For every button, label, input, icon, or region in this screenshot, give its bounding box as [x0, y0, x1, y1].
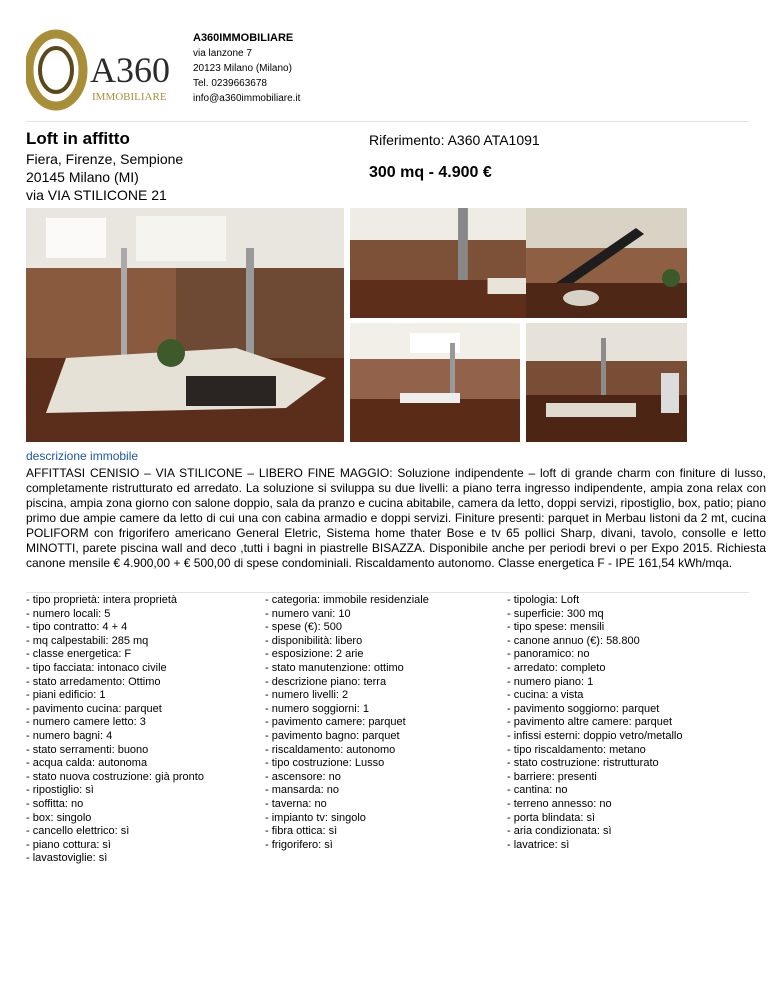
- feature-item: - barriere: presenti: [507, 770, 597, 783]
- feature-item: - taverna: no: [265, 797, 327, 810]
- feature-item: - porta blindata: sì: [507, 811, 596, 824]
- logo-subtitle: IMMOBILIARE: [92, 91, 167, 103]
- feature-item: - fibra ottica: sì: [265, 825, 338, 838]
- feature-item: - panoramico: no: [507, 648, 590, 661]
- feature-item: - acqua calda: autonoma: [26, 757, 148, 770]
- feature-item: - arredato: completo: [507, 661, 606, 674]
- listing-street: via VIA STILICONE 21: [26, 187, 167, 203]
- feature-item: - ripostiglio: sì: [26, 784, 94, 797]
- feature-item: - stato nuova costruzione: già pronto: [26, 770, 204, 783]
- feature-item: - tipologia: Loft: [507, 594, 580, 606]
- feature-item: - pavimento soggiorno: parquet: [507, 702, 660, 715]
- feature-item: - tipo facciata: intonaco civile: [26, 661, 167, 674]
- feature-item: - cancello elettrico: sì: [26, 825, 130, 838]
- feature-item: - numero soggiorni: 1: [265, 702, 369, 715]
- features-column-2: [265, 594, 500, 852]
- description-text: AFFITTASI CENISIO – VIA STILICONE – LIBERO FINE MAGGIO: Soluzione indipendente – loft di grande charm con finiture di lusso, completamente ristrutturato ed arredato. La soluzione si sviluppa su due livelli: a piano terra ingresso indipendente, ampia zona relax con piscina, ampia zona giorno con salone doppio, sala da pranzo e cucina abitabile, camera da letto, doppi servizi, ripostiglio, box, patio; piano primo due ampie camere da letto di cui una con cabina armadio e doppi servizi. Finiture presenti: parquet in Merbau listoni da 2 mt, cucina POLIFORM con frigorifero americano General Eletric, Sistema home thater Bose e tv 65 pollici Sharp, divani, tavolo, consolle e letto MINOTTI, parete piscina wall and deco ,tutti i bagni in piastrelle BISAZZA. Disponibile anche per periodi brevi o per Expo 2015. Richiesta canone mensile € 4.900,00 + € 500,00 di spese condominiali. Riscaldamento autonomo. Classe energetica F - IPE 161,54 kWh/mqa.: [26, 466, 766, 570]
- listing-area: Fiera, Firenze, Sempione: [26, 151, 184, 167]
- photo-main-living-room[interactable]: [26, 208, 344, 442]
- feature-item: - disponibilità: libero: [265, 634, 363, 647]
- header-divider: [26, 121, 749, 122]
- listing-title: Loft in affitto: [26, 129, 130, 148]
- feature-item: - tipo costruzione: Lusso: [265, 757, 385, 770]
- features-column-3: [507, 594, 747, 852]
- feature-item: - tipo proprietà: intera proprietà: [26, 594, 178, 606]
- agency-email[interactable]: info@a360immobiliare.it: [193, 93, 301, 104]
- photo-lounge[interactable]: [526, 323, 687, 442]
- feature-item: - ascensore: no: [265, 770, 341, 783]
- feature-item: - numero vani: 10: [265, 607, 351, 620]
- feature-item: - tipo riscaldamento: metano: [507, 743, 646, 756]
- description-heading: descrizione immobile: [26, 449, 139, 463]
- photo-dining-area[interactable]: [350, 323, 520, 442]
- feature-item: - soffitta: no: [26, 797, 84, 810]
- agency-contact: [193, 31, 300, 106]
- feature-item: - descrizione piano: terra: [265, 675, 387, 688]
- feature-item: - numero camere letto: 3: [26, 716, 146, 729]
- feature-item: - numero livelli: 2: [265, 689, 349, 702]
- feature-item: - piani edificio: 1: [26, 689, 106, 702]
- agency-logo: [26, 28, 186, 112]
- feature-item: - pavimento cucina: parquet: [26, 702, 162, 715]
- feature-item: - mq calpestabili: 285 mq: [26, 634, 149, 647]
- listing-address: [26, 150, 183, 204]
- feature-item: - pavimento altre camere: parquet: [507, 716, 673, 729]
- feature-item: - stato manutenzione: ottimo: [265, 661, 404, 674]
- agency-phone: Tel. 0239663678: [193, 78, 267, 89]
- features-column-1: [26, 594, 256, 866]
- feature-item: - aria condizionata: sì: [507, 825, 612, 838]
- feature-item: - box: singolo: [26, 811, 92, 824]
- feature-item: - esposizione: 2 arie: [265, 648, 364, 661]
- feature-item: - stato arredamento: Ottimo: [26, 675, 161, 688]
- photo-staircase[interactable]: [526, 208, 687, 318]
- feature-item: - numero piano: 1: [507, 675, 594, 688]
- feature-item: - mansarda: no: [265, 784, 339, 797]
- feature-item: - lavastoviglie: sì: [26, 852, 108, 865]
- feature-item: - lavatrice: sì: [507, 838, 570, 851]
- feature-item: - canone annuo (€): 58.800: [507, 634, 640, 647]
- feature-item: - infissi esterni: doppio vetro/metallo: [507, 729, 683, 742]
- feature-item: - stato serramenti: buono: [26, 743, 149, 756]
- feature-item: - numero locali: 5: [26, 607, 111, 620]
- agency-name: A360IMMOBILIARE: [193, 32, 294, 44]
- feature-item: - pavimento camere: parquet: [265, 716, 406, 729]
- feature-item: - cucina: a vista: [507, 689, 584, 702]
- feature-item: - cantina: no: [507, 784, 568, 797]
- listing-reference: Riferimento: A360 ATA1091: [369, 132, 540, 148]
- listing-price: 300 mq - 4.900 €: [369, 164, 492, 181]
- logo-wordmark: A360: [90, 50, 170, 90]
- features-divider: [26, 592, 749, 593]
- feature-item: - terreno annesso: no: [507, 797, 612, 810]
- feature-item: - riscaldamento: autonomo: [265, 743, 396, 756]
- agency-city: 20123 Milano (Milano): [193, 63, 292, 74]
- agency-street: via lanzone 7: [193, 48, 252, 59]
- feature-item: - pavimento bagno: parquet: [265, 729, 400, 742]
- feature-item: - numero bagni: 4: [26, 729, 113, 742]
- feature-item: - impianto tv: singolo: [265, 811, 366, 824]
- feature-item: - tipo spese: mensili: [507, 621, 605, 634]
- feature-item: - superficie: 300 mq: [507, 607, 604, 620]
- feature-item: - spese (€): 500: [265, 621, 343, 634]
- feature-item: - tipo contratto: 4 + 4: [26, 621, 128, 634]
- feature-item: - piano cottura: sì: [26, 838, 111, 851]
- feature-item: - categoria: immobile residenziale: [265, 594, 429, 606]
- listing-city: 20145 Milano (MI): [26, 169, 139, 185]
- feature-item: - classe energetica: F: [26, 648, 132, 661]
- feature-item: - frigorifero: sì: [265, 838, 333, 851]
- feature-item: - stato costruzione: ristrutturato: [507, 757, 659, 770]
